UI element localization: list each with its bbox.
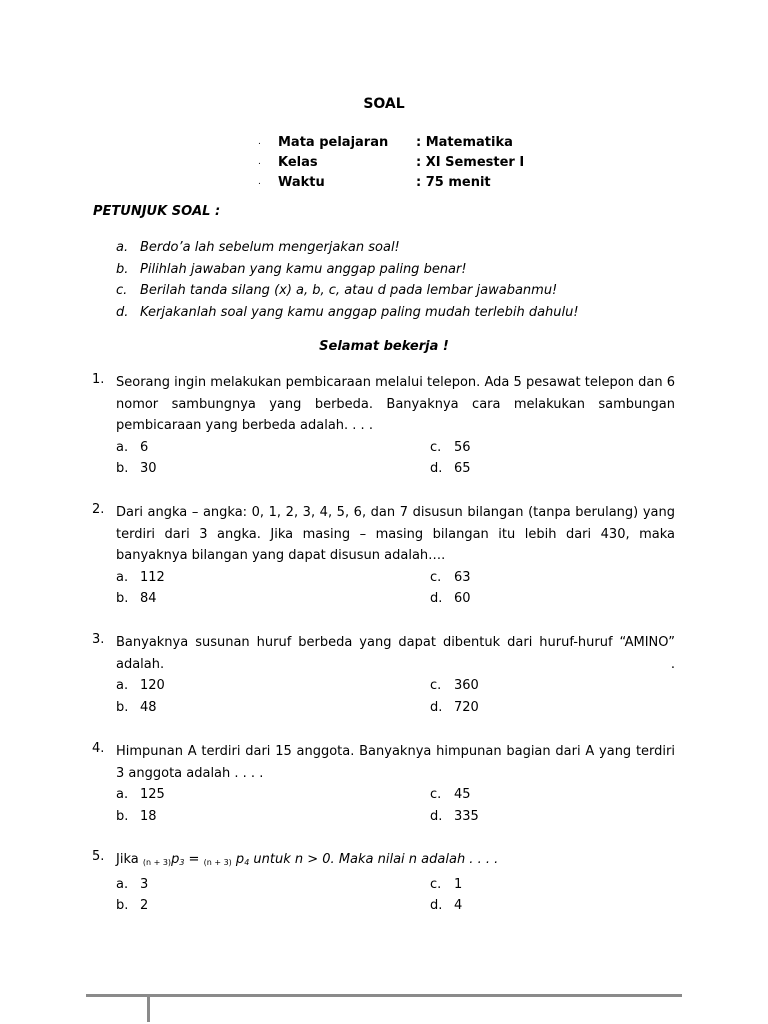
meta-value: : 75 menit (416, 175, 491, 190)
instructions-list (116, 237, 579, 323)
instruction-item (116, 237, 579, 259)
meta-bullet: . (258, 177, 261, 187)
option-d: d. 4 (430, 898, 463, 913)
option-b: b. 48 (116, 699, 157, 715)
meta-label: Waktu (278, 175, 325, 190)
trailing-dot: . (670, 656, 675, 672)
question-text: Jika $_{(n + 3)}p_3 = _{(n + 3)}$ $p_4$ untuk n > 0. Maka nilai n adalah . . . . (116, 852, 499, 867)
instruction-text: Pilihlah jawaban yang kamu anggap paling benar! (140, 261, 467, 277)
option-d: d. 720 (430, 699, 479, 715)
option-b: b. 84 (116, 591, 157, 606)
question-1 (92, 372, 675, 480)
question-number: 2. (92, 502, 105, 517)
instructions-heading: PETUNJUK SOAL : (93, 204, 221, 219)
meta-row-time (258, 173, 524, 193)
option-a: a. 125 (116, 787, 165, 802)
meta-label: Kelas (278, 155, 318, 170)
instruction-item (116, 280, 579, 302)
answer-options (116, 567, 675, 610)
instruction-text: Berdo’a lah sebelum mengerjakan soal! (140, 240, 400, 255)
option-b: b. 2 (116, 898, 149, 913)
question-number: 3. (92, 632, 105, 647)
page-title: SOAL (363, 96, 405, 112)
meta-bullet: . (258, 137, 261, 147)
question-3 (92, 632, 675, 718)
instruction-item (116, 259, 579, 281)
option-a: a. 3 (116, 876, 149, 892)
question-2 (92, 502, 675, 610)
option-a: a. 112 (116, 569, 165, 585)
question-4 (92, 741, 675, 827)
option-c: c. 56 (430, 439, 471, 455)
exam-meta (258, 133, 524, 193)
instruction-letter: b. (116, 261, 129, 277)
answer-options (116, 437, 675, 480)
question-text: Dari angka – angka: 0, 1, 2, 3, 4, 5, 6, dan 7 disusun bilangan (tanpa berulang) yang terdiri dari 3 angka. Jika masing – masing bilangan itu lebih dari 430, maka banyaknya bilangan yang dapat disusun adalah…. (116, 505, 675, 563)
option-d: d. 335 (430, 808, 479, 824)
answer-options (116, 784, 675, 827)
good-luck-text: Selamat bekerja ! (319, 339, 449, 354)
footer-rule (86, 994, 682, 997)
option-c: c. 1 (430, 876, 463, 892)
footer-tick (147, 996, 150, 1022)
option-a: a. 120 (116, 678, 165, 693)
question-5 (92, 849, 675, 917)
instruction-letter: c. (116, 283, 128, 298)
option-c: c. 63 (430, 569, 471, 585)
question-text: Himpunan A terdiri dari 15 anggota. Banyaknya himpunan bagian dari A yang terdiri 3 anggota adalah . . . . (116, 744, 675, 781)
meta-value: : Matematika (416, 135, 513, 150)
answer-options (116, 874, 675, 917)
question-text (116, 632, 675, 675)
question-text-body: Banyaknya susunan huruf berbeda yang dapat dibentuk dari huruf-huruf “AMINO” adalah. (116, 635, 675, 672)
instruction-text: Berilah tanda silang (x) a, b, c, atau d pada lembar jawabanmu! (140, 283, 558, 298)
meta-row-class (258, 153, 524, 173)
option-c: c. 360 (430, 678, 479, 693)
meta-row-subject (258, 133, 524, 153)
option-b: b. 18 (116, 808, 157, 824)
question-number: 5. (92, 849, 105, 864)
option-d: d. 65 (430, 461, 471, 476)
instruction-letter: d. (116, 304, 129, 320)
question-text: Seorang ingin melakukan pembicaraan melalui telepon. Ada 5 pesawat telepon dan 6 nomor sambungnya yang berbeda. Banyaknya cara melakukan sambungan pembicaraan yang berbeda adalah. . . . (116, 375, 675, 433)
option-d: d. 60 (430, 591, 471, 606)
option-a: a. 6 (116, 439, 149, 455)
option-c: c. 45 (430, 787, 471, 802)
instruction-text: Kerjakanlah soal yang kamu anggap paling mudah terlebih dahulu! (140, 304, 579, 320)
meta-label: Mata pelajaran (278, 135, 389, 150)
meta-bullet: . (258, 157, 261, 167)
meta-value: : XI Semester I (416, 155, 525, 170)
question-number: 1. (92, 372, 105, 387)
option-b: b. 30 (116, 461, 157, 476)
question-number: 4. (92, 741, 105, 756)
instruction-item (116, 302, 579, 324)
instruction-letter: a. (116, 240, 129, 255)
answer-options (116, 675, 675, 718)
